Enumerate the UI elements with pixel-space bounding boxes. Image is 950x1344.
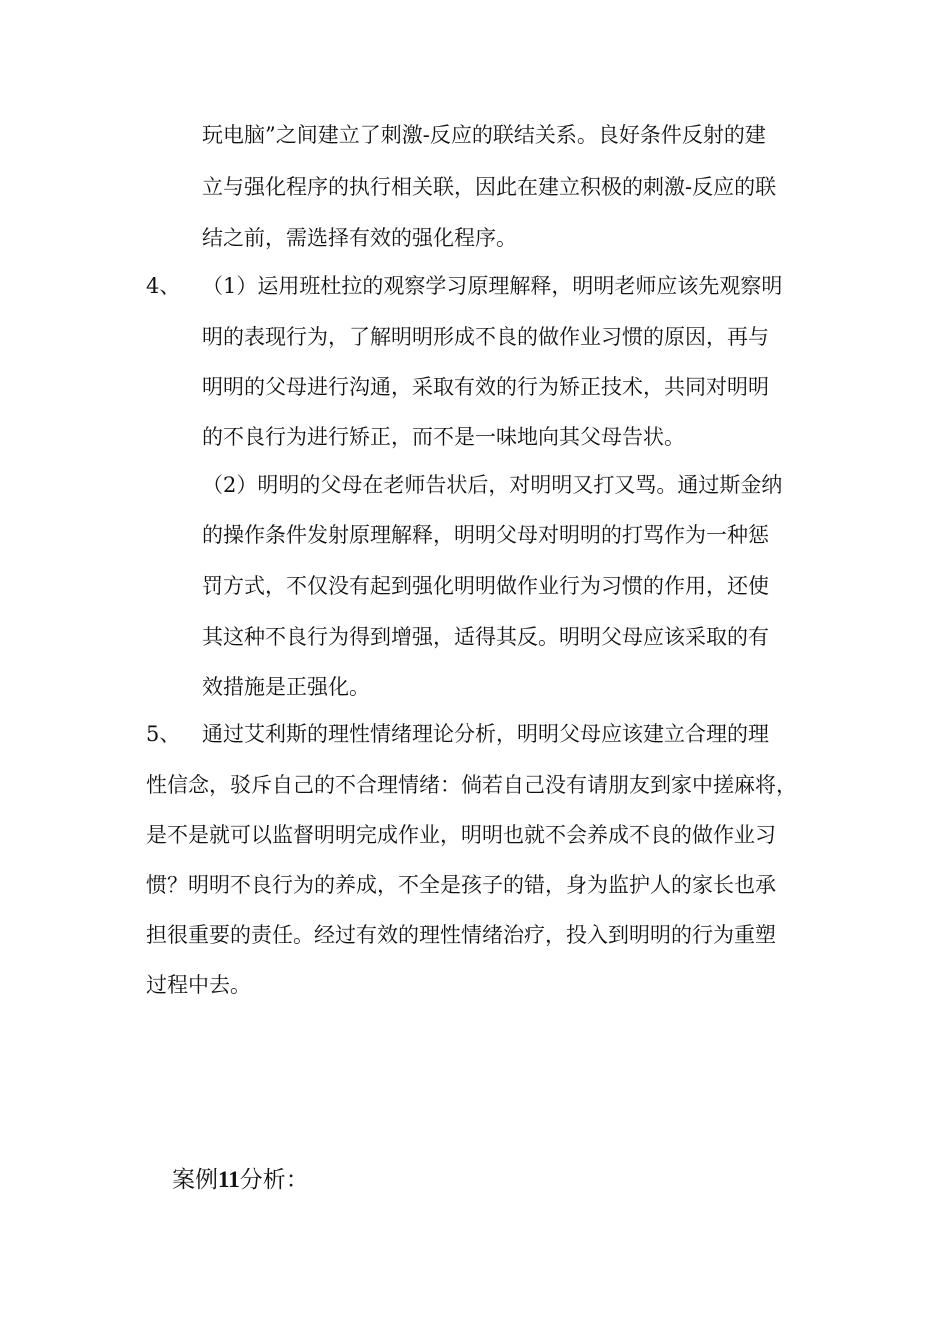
item5-line: 过程中去。 [146,973,251,997]
item4-part1-line: 明的表现行为，了解明明形成不良的做作业习惯的原因，再与 [202,325,769,349]
case-heading-number: 11 [218,1167,240,1192]
paragraph-line: 结之前，需选择有效的强化程序。 [202,226,517,250]
item4-part2-line: （2）明明的父母在老师告状后，对明明又打又骂。通过斯金纳 [202,473,783,497]
item4-part2-line: 罚方式，不仅没有起到强化明明做作业行为习惯的作用，还使 [202,574,769,598]
item-number-5: 5、 [146,722,181,746]
item4-part2-line: 效措施是正强化。 [202,675,370,699]
item5-line: 通过艾利斯的理性情绪理论分析，明明父母应该建立合理的理 [202,722,769,746]
item5-line: 是不是就可以监督明明完成作业，明明也就不会养成不良的做作业习 [146,823,776,847]
item4-part2-line: 的操作条件发射原理解释，明明父母对明明的打骂作为一种惩 [202,523,769,547]
item5-line: 惯？明明不良行为的养成，不全是孩子的错，身为监护人的家长也承 [146,873,776,897]
item4-part1-line: 明明的父母进行沟通，采取有效的行为矫正技术，共同对明明 [202,375,769,399]
case-heading [172,1162,309,1198]
item5-line: 担很重要的责任。经过有效的理性情绪治疗，投入到明明的行为重塑 [146,923,776,947]
paragraph-line: 玩电脑”之间建立了刺激-反应的联结关系。良好条件反射的建 [202,123,766,147]
paragraph-line: 立与强化程序的执行相关联，因此在建立积极的刺激-反应的联 [202,175,777,199]
item4-part1-line: （1）运用班杜拉的观察学习原理解释，明明老师应该先观察明 [202,274,783,298]
item4-part2-line: 其这种不良行为得到增强，适得其反。明明父母应该采取的有 [202,625,769,649]
item4-part1-line: 的不良行为进行矫正，而不是一味地向其父母告状。 [202,425,685,449]
case-heading-suffix: 分析： [239,1167,309,1193]
item5-line: 性信念，驳斥自己的不合理情绪：倘若自己没有请朋友到家中搓麻将， [146,773,797,797]
item-number-4: 4、 [146,274,181,298]
case-heading-prefix: 案例 [172,1167,218,1193]
